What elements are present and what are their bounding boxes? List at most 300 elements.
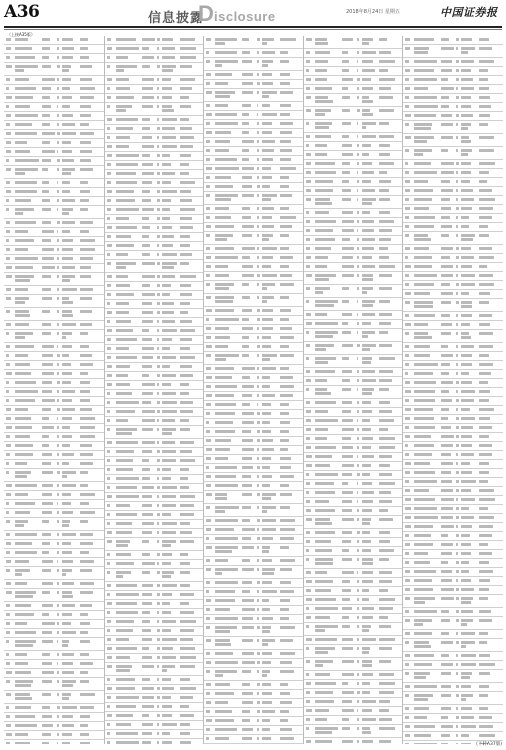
table-cell	[215, 546, 238, 549]
table-cell	[162, 118, 177, 121]
table-cell	[242, 140, 254, 143]
table-cell	[242, 506, 251, 509]
table-cell	[107, 620, 111, 623]
table-cell	[479, 265, 487, 268]
table-cell	[157, 329, 159, 332]
table-cell	[157, 495, 159, 498]
table-cell	[6, 533, 10, 536]
table-cell	[116, 419, 128, 422]
table-cell	[107, 678, 110, 681]
table-cell	[15, 257, 39, 260]
table-cell	[280, 131, 292, 134]
table-cell	[479, 87, 489, 90]
table-row	[4, 491, 104, 500]
table-cell	[315, 558, 333, 561]
table-cell	[405, 274, 409, 277]
table-cell	[414, 305, 433, 308]
table-cell	[280, 719, 288, 722]
table-cell	[414, 332, 428, 335]
table-cell	[116, 356, 138, 359]
table-row	[105, 54, 205, 63]
table-cell	[62, 38, 73, 41]
table-cell	[315, 464, 330, 467]
table-cell	[461, 292, 469, 295]
table-cell	[479, 354, 489, 357]
table-cell	[357, 727, 359, 730]
table-cell	[379, 322, 390, 325]
table-cell	[262, 73, 272, 76]
table-cell	[414, 676, 426, 679]
table-cell	[405, 597, 409, 600]
table-cell	[262, 64, 268, 67]
table-cell	[6, 471, 9, 474]
table-cell	[280, 670, 294, 673]
table-cell	[456, 588, 459, 591]
table-cell	[215, 403, 236, 406]
table-row	[304, 58, 404, 67]
table-cell	[280, 113, 291, 116]
table-cell	[414, 435, 431, 438]
table-cell	[6, 141, 11, 144]
table-cell	[280, 652, 296, 655]
table-cell	[315, 331, 338, 334]
table-cell	[357, 388, 359, 391]
table-row	[204, 214, 304, 223]
table-cell	[441, 480, 452, 483]
table-cell	[42, 190, 49, 193]
table-row	[204, 325, 304, 334]
table-cell	[362, 144, 371, 147]
table-cell	[405, 256, 408, 259]
table-cell	[57, 87, 59, 90]
table-cell	[414, 561, 430, 564]
table-cell	[57, 345, 59, 348]
table-cell	[242, 448, 254, 451]
table-cell	[62, 336, 67, 339]
table-cell	[162, 127, 174, 130]
table-cell	[107, 696, 112, 699]
table-cell	[441, 694, 451, 697]
table-cell	[142, 714, 149, 717]
table-cell	[456, 136, 458, 139]
table-cell	[162, 540, 176, 543]
table-cell	[57, 190, 59, 193]
table-cell	[342, 274, 354, 277]
table-cell	[257, 38, 260, 41]
table-cell	[414, 453, 432, 456]
table-cell	[6, 332, 9, 335]
table-cell	[405, 716, 409, 719]
table-cell	[142, 347, 153, 350]
table-cell	[180, 468, 188, 471]
table-cell	[6, 230, 10, 233]
table-cell	[142, 571, 150, 574]
table-cell	[342, 300, 350, 303]
table-cell	[215, 670, 237, 673]
table-cell	[461, 685, 471, 688]
table-cell	[116, 723, 131, 726]
table-row	[403, 595, 503, 608]
table-cell	[180, 522, 190, 525]
table-row	[4, 188, 104, 197]
table-cell	[15, 622, 27, 625]
table-cell	[215, 167, 239, 170]
table-cell	[162, 477, 171, 480]
table-row	[304, 658, 404, 671]
table-cell	[62, 662, 74, 665]
table-cell	[456, 96, 459, 99]
table-cell	[441, 725, 452, 728]
table-row	[105, 703, 205, 712]
table-cell	[215, 385, 237, 388]
table-cell	[342, 322, 349, 325]
table-cell	[42, 417, 49, 420]
table-cell	[242, 466, 252, 469]
table-cell	[116, 575, 124, 578]
table-cell	[405, 354, 409, 357]
table-cell	[15, 38, 28, 41]
table-cell	[362, 348, 371, 351]
table-cell	[215, 510, 225, 513]
table-cell	[157, 347, 159, 350]
table-row	[403, 705, 503, 714]
table-cell	[206, 581, 209, 584]
table-row	[204, 588, 304, 597]
table-cell	[142, 365, 152, 368]
table-row	[304, 355, 404, 368]
table-cell	[362, 238, 376, 241]
table-cell	[379, 109, 394, 112]
table-cell	[15, 502, 35, 505]
table-cell	[157, 136, 159, 139]
table-cell	[441, 543, 453, 546]
table-cell	[257, 91, 259, 94]
table-cell	[315, 625, 338, 628]
table-cell	[479, 372, 491, 375]
table-cell	[262, 385, 270, 388]
table-cell	[242, 519, 250, 522]
table-cell	[180, 553, 188, 556]
table-row	[403, 223, 503, 232]
table-row	[105, 152, 205, 161]
table-cell	[257, 683, 260, 686]
table-cell	[414, 247, 428, 250]
table-cell	[80, 417, 95, 420]
table-cell	[262, 176, 272, 179]
table-cell	[362, 69, 375, 72]
table-row	[403, 496, 503, 505]
table-cell	[306, 464, 312, 467]
table-cell	[80, 208, 88, 211]
table-cell	[107, 468, 110, 471]
table-cell	[315, 673, 330, 676]
table-cell	[15, 123, 32, 126]
table-cell	[280, 158, 292, 161]
table-row	[4, 509, 104, 518]
table-cell	[342, 709, 354, 712]
table-cell	[180, 392, 188, 395]
table-cell	[206, 336, 210, 339]
table-cell	[142, 235, 149, 238]
table-cell	[180, 56, 195, 59]
table-cell	[456, 180, 458, 183]
table-cell	[342, 625, 350, 628]
table-cell	[357, 464, 360, 467]
table-cell	[280, 692, 291, 695]
table-cell	[461, 579, 471, 582]
table-cell	[215, 91, 235, 94]
table-row	[204, 223, 304, 232]
table-cell	[280, 309, 292, 312]
table-cell	[461, 435, 472, 438]
table-cell	[157, 365, 160, 368]
table-cell	[107, 217, 111, 220]
table-cell	[414, 234, 427, 237]
table-cell	[262, 692, 272, 695]
table-cell	[379, 647, 392, 650]
table-cell	[479, 552, 492, 555]
table-cell	[342, 135, 350, 138]
table-cell	[461, 543, 471, 546]
table-row	[105, 582, 205, 591]
table-row	[304, 254, 404, 263]
table-cell	[80, 150, 93, 153]
table-cell	[414, 123, 432, 126]
table-cell	[80, 426, 95, 429]
table-cell	[262, 82, 273, 85]
table-cell	[405, 69, 410, 72]
table-cell	[62, 631, 76, 634]
table-cell	[142, 656, 151, 659]
table-cell	[157, 665, 159, 668]
table-cell	[306, 135, 310, 138]
table-cell	[441, 314, 450, 317]
table-row	[4, 85, 104, 94]
table-cell	[142, 647, 149, 650]
table-cell	[405, 725, 410, 728]
table-cell	[461, 149, 472, 152]
table-cell	[262, 376, 270, 379]
table-cell	[342, 38, 354, 41]
table-cell	[262, 51, 275, 54]
table-cell	[306, 379, 311, 382]
table-cell	[142, 136, 152, 139]
table-cell	[162, 329, 176, 332]
table-cell	[162, 401, 176, 404]
table-cell	[42, 199, 50, 202]
table-cell	[15, 105, 30, 108]
table-cell	[42, 560, 53, 563]
table-cell	[215, 643, 231, 646]
table-cell	[215, 497, 227, 500]
table-cell	[62, 697, 69, 700]
table-cell	[262, 265, 271, 268]
table-cell	[57, 706, 60, 709]
table-cell	[479, 162, 494, 165]
table-cell	[405, 78, 409, 81]
table-cell	[362, 660, 373, 663]
table-cell	[306, 357, 310, 360]
table-cell	[206, 692, 209, 695]
table-cell	[405, 453, 409, 456]
table-cell	[315, 446, 337, 449]
table-cell	[157, 127, 159, 130]
table-row	[304, 507, 404, 516]
table-cell	[142, 705, 154, 708]
table-cell	[461, 189, 472, 192]
table-cell	[441, 162, 454, 165]
table-cell	[414, 225, 434, 228]
table-cell	[62, 132, 76, 135]
table-cell	[42, 310, 50, 313]
table-cell	[180, 253, 191, 256]
table-row	[4, 246, 104, 255]
table-cell	[80, 471, 88, 474]
table-cell	[180, 678, 190, 681]
table-cell	[107, 208, 111, 211]
table-cell	[215, 122, 238, 125]
table-cell	[80, 239, 95, 242]
table-cell	[116, 441, 139, 444]
table-cell	[306, 238, 310, 241]
table-cell	[456, 408, 458, 411]
table-cell	[116, 410, 135, 413]
table-cell	[362, 664, 372, 667]
table-cell	[461, 698, 466, 701]
table-cell	[180, 571, 190, 574]
table-cell	[405, 87, 409, 90]
table-row	[4, 406, 104, 415]
table-row	[105, 654, 205, 663]
table-cell	[6, 199, 9, 202]
table-cell	[456, 525, 458, 528]
table-cell	[6, 297, 11, 300]
table-cell	[242, 439, 253, 442]
table-cell	[15, 47, 32, 50]
table-cell	[206, 234, 210, 237]
table-cell	[206, 670, 210, 673]
table-cell	[456, 256, 459, 259]
table-row	[204, 307, 304, 316]
table-cell	[414, 114, 436, 117]
table-cell	[142, 320, 153, 323]
table-cell	[262, 519, 276, 522]
table-cell	[405, 507, 410, 510]
table-cell	[342, 229, 355, 232]
table-cell	[461, 694, 473, 697]
table-row	[105, 372, 205, 381]
table-cell	[414, 96, 437, 99]
table-cell	[107, 553, 110, 556]
table-cell	[479, 570, 493, 573]
table-cell	[215, 73, 232, 76]
table-cell	[6, 715, 10, 718]
table-cell	[6, 390, 9, 393]
table-cell	[6, 742, 10, 744]
table-cell	[357, 344, 360, 347]
table-cell	[306, 109, 311, 112]
table-cell	[107, 154, 112, 157]
table-cell	[215, 475, 236, 478]
table-cell	[15, 310, 29, 313]
table-cell	[242, 559, 250, 562]
table-cell	[215, 537, 237, 540]
table-row	[403, 263, 503, 272]
table-cell	[180, 705, 188, 708]
table-cell	[461, 96, 471, 99]
table-cell	[107, 383, 113, 386]
table-cell	[379, 718, 392, 721]
table-cell	[479, 672, 490, 675]
table-cell	[362, 220, 374, 223]
table-cell	[441, 570, 452, 573]
table-cell	[461, 162, 471, 165]
table-cell	[57, 662, 59, 665]
table-row	[105, 739, 205, 744]
table-cell	[6, 408, 11, 411]
table-row	[204, 343, 304, 352]
table-cell	[357, 598, 359, 601]
table-cell	[362, 455, 374, 458]
table-cell	[441, 619, 449, 622]
table-cell	[379, 531, 389, 534]
table-row	[304, 76, 404, 85]
table-cell	[142, 56, 154, 59]
table-cell	[242, 149, 249, 152]
table-cell	[42, 105, 51, 108]
table-cell	[461, 676, 469, 679]
table-cell	[479, 47, 492, 50]
table-cell	[461, 498, 475, 501]
table-cell	[441, 707, 451, 710]
table-cell	[242, 327, 253, 330]
table-cell	[62, 314, 73, 317]
table-cell	[42, 221, 51, 224]
table-cell	[441, 516, 453, 519]
table-cell	[414, 426, 435, 429]
table-cell	[180, 136, 194, 139]
table-cell	[62, 114, 73, 117]
table-cell	[262, 354, 277, 357]
table-cell	[6, 65, 12, 68]
table-cell	[215, 256, 237, 259]
table-cell	[15, 172, 25, 175]
table-cell	[357, 518, 360, 521]
table-row	[105, 520, 205, 529]
table-cell	[215, 590, 235, 593]
table-cell	[262, 590, 277, 593]
table-cell	[342, 558, 352, 561]
table-cell	[57, 493, 59, 496]
table-cell	[15, 475, 27, 478]
table-cell	[162, 347, 170, 350]
table-cell	[342, 379, 350, 382]
table-cell	[57, 653, 59, 656]
table-row	[4, 602, 104, 611]
table-cell	[262, 683, 271, 686]
table-row	[105, 224, 205, 233]
table-cell	[6, 96, 12, 99]
table-cell	[42, 724, 53, 727]
table-cell	[257, 484, 259, 487]
table-cell	[257, 519, 260, 522]
table-cell	[116, 531, 133, 534]
table-cell	[80, 199, 89, 202]
table-cell	[280, 457, 292, 460]
table-row	[403, 670, 503, 683]
table-cell	[414, 216, 435, 219]
table-cell	[57, 363, 59, 366]
